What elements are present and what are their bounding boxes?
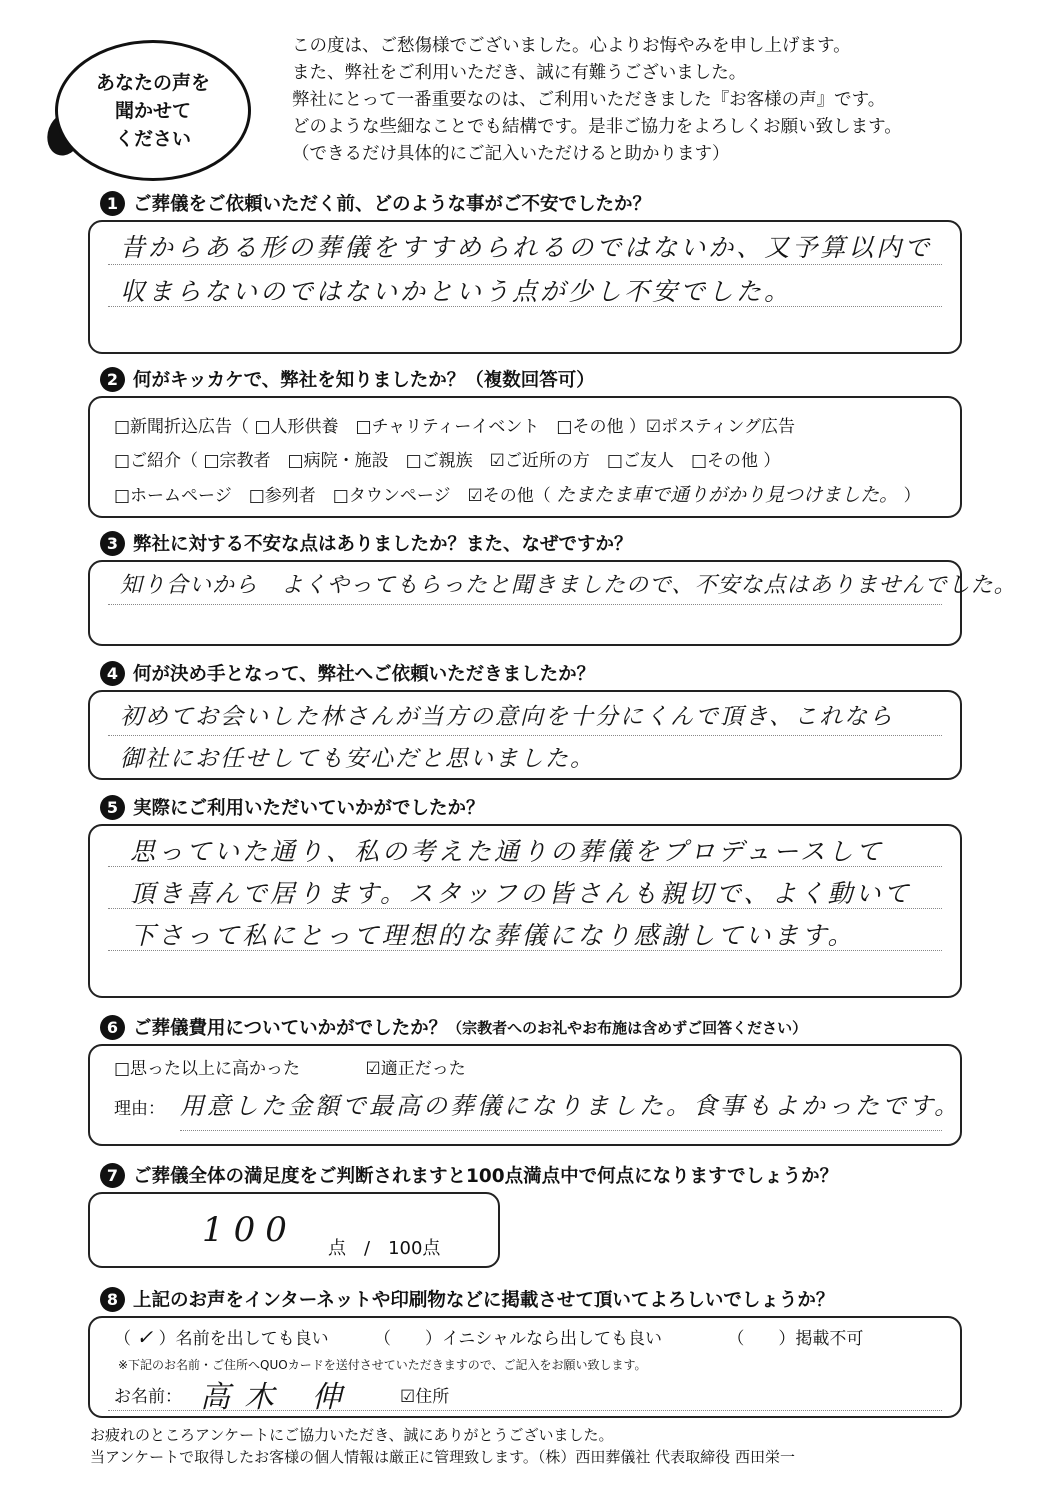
option-initials-ok[interactable]: （ ）イニシャルなら出しても良い [373,1329,662,1349]
answer-box-8[interactable] [88,1316,962,1418]
option-no-publish[interactable]: （ ）掲載不可 [727,1329,864,1349]
question-text: ご葬儀をご依頼いただく前、どのような事がご不安でしたか？ [133,194,652,215]
bubble-line-2: 聞かせて [114,99,191,122]
checkbox-row-1[interactable]: □新聞折込広告（ □人形供養 □チャリティーイベント □その他 ）☑ポスティング広告 [114,417,796,437]
question-number: 7 [100,1163,125,1188]
reason-label: 理由： [114,1099,165,1119]
question-text: 何が決め手となって、弊社へご依頼いただきましたか？ [133,664,596,685]
handwritten-answer: 頂き喜んで居ります。スタッフの皆さんも親切で、よく動いて [130,879,912,908]
cost-options [114,1054,480,1079]
bubble-line-3: ください [114,127,191,150]
name-label: お名前： [114,1387,182,1407]
question-number: 5 [100,795,125,820]
question-text: 実際にご利用いただいていかがでしたか？ [133,798,485,819]
question-8-heading [100,1286,834,1312]
question-note: （宗教者へのお礼やお布施は含めずご回答ください） [447,1018,808,1037]
question-5-heading [100,794,485,820]
handwritten-reason: 用意した金額で最高の葬儀になりました。食事もよかったです。 [180,1092,962,1120]
option-appropriate[interactable]: ☑適正だった [365,1059,466,1079]
handwritten-name: 高木 伸 [200,1380,356,1415]
question-number: 8 [100,1287,125,1312]
bubble-line-1: あなたの声を [95,71,210,94]
question-2-heading [100,366,595,392]
option-too-expensive[interactable]: □思った以上に高かった [114,1059,301,1079]
question-text: 何がキッカケで、弊社を知りましたか？（複数回答可） [133,370,595,391]
option-name-ok[interactable]: （ ✓ ）名前を出しても良い [114,1325,329,1349]
question-number: 6 [100,1015,125,1040]
question-4-heading [100,660,595,686]
publish-options [114,1324,863,1349]
question-number: 1 [100,191,125,216]
question-number: 4 [100,661,125,686]
question-7-heading [100,1162,838,1188]
handwritten-answer: 昔からある形の葬儀をすすめられるのではないか、又予算以内で [120,233,933,262]
answer-box-2[interactable] [88,396,962,518]
intro-line: （できるだけ具体的にご記入いただけると助かります） [292,144,730,164]
answer-box-5[interactable] [88,824,962,998]
speech-bubble [55,40,251,181]
question-6-heading [100,1014,807,1040]
check-mark-icon: ✓ [136,1325,154,1349]
checkbox-row-2[interactable]: □ご紹介（ □宗教者 □病院・施設 □ご親族 ☑ご近所の方 □ご友人 □その他 ） [114,451,781,471]
intro-line: どのような些細なことでも結構です。是非ご協力をよろしくお願い致します。 [292,117,902,137]
quo-card-note: ※下記のお名前・ご住所へQUOカードを送付させていただきますので、ご記入をお願い致します。 [118,1358,647,1372]
answer-box-6[interactable] [88,1044,962,1146]
intro-line: また、弊社をご利用いただき、誠に有難うございました。 [292,63,747,83]
answer-box-7[interactable] [88,1192,500,1268]
handwritten-answer: 思っていた通り、私の考えた通りの葬儀をプロデュースして [130,837,885,866]
question-text: 上記のお声をインターネットや印刷物などに掲載させて頂いてよろしいでしょうか？ [133,1290,835,1311]
checkbox-row-3-end: ） [903,486,921,506]
handwritten-answer: 収まらないのではないかという点が少し不安でした。 [120,277,793,306]
handwritten-answer: 知り合いから よくやってもらったと聞きましたので、不安な点はありませんでした。 [120,573,1017,598]
handwritten-score: 100 [202,1210,297,1250]
question-text: 弊社に対する不安な点はありましたか？また、なぜですか？ [133,534,633,555]
question-1-heading [100,190,651,216]
question-3-heading [100,530,633,556]
option-name-ok-label: ）名前を出しても良い [158,1329,329,1349]
answer-box-1[interactable] [88,220,962,354]
question-text: ご葬儀費用についていかがでしたか？ [133,1018,448,1039]
question-number: 3 [100,531,125,556]
handwritten-other: たまたま車で通りがかり見つけました。 [556,484,899,506]
question-number: 2 [100,367,125,392]
handwritten-answer: 初めてお会いした林さんが当方の意向を十分にくんで頂き、これなら [120,704,895,730]
score-unit: 点 / 100点 [328,1238,441,1259]
address-label: ☑住所 [400,1387,450,1407]
handwritten-answer: 御社にお任せしても安心だと思いました。 [120,746,595,772]
handwritten-answer: 下さって私にとって理想的な葬儀になり感謝しています。 [130,921,856,950]
question-text: ご葬儀全体の満足度をご判断されますと100点満点中で何点になりますでしょうか？ [133,1166,839,1187]
intro-line: この度は、ご愁傷様でございました。心よりお悔やみを申し上げます。 [292,36,851,56]
intro-text [292,33,1032,168]
answer-box-3[interactable] [88,560,1017,646]
footer-privacy: 当アンケートで取得したお客様の個人情報は厳正に管理致します。（株）西田葬儀社 代表取締役 西田栄一 [90,1448,795,1466]
footer-thanks: お疲れのところアンケートにご協力いただき、誠にありがとうございました。 [90,1426,614,1444]
checkbox-row-3-label: □ホームページ □参列者 □タウンページ ☑その他（ [114,486,551,506]
checkbox-row-3[interactable] [114,480,921,507]
answer-box-4[interactable] [88,690,962,780]
intro-line: 弊社にとって一番重要なのは、ご利用いただきました『お客様の声』です。 [292,90,886,110]
